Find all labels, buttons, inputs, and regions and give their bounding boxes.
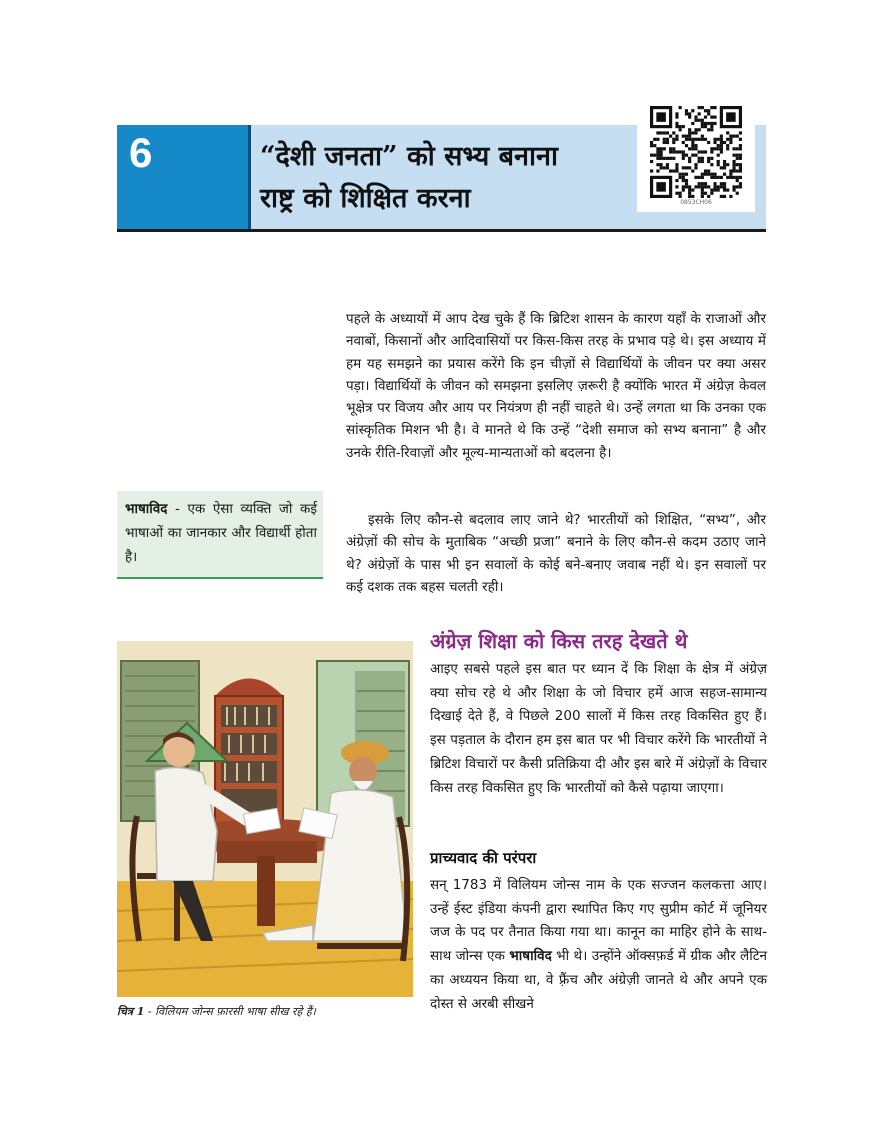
- subsection-term: भाषाविद: [509, 948, 552, 965]
- chapter-title-line2: राष्ट्र को शिक्षित करना: [260, 183, 471, 214]
- header-divider: [248, 125, 251, 229]
- chapter-title-line1: “देशी जनता” को सभ्य बनाना: [260, 141, 558, 172]
- section-heading: अंग्रेज़ शिक्षा को किस तरह देखते थे: [430, 629, 688, 653]
- qr-code-label: 0853CH06: [680, 199, 712, 206]
- subsection-heading: प्राच्यवाद की परंपरा: [430, 849, 537, 867]
- intro-paragraph-1: पहले के अध्यायों में आप देख चुके हैं कि ब्रिटिश शासन के कारण यहाँ के राजाओं और नवाबों, किसानों और आदिवासियों पर किस-किस तरह के प्रभाव पड़े थे। इस अध्याय में हम यह समझने का प्रयास करेंगे कि इन चीज़ों से विद्यार्थियों के जीवन पर क्या असर पड़ा। विद्यार्थियों के जीवन को समझना इसलिए ज़रूरी है क्योंकि भारत में अंग्रेज़ केवल भूक्षेत्र पर विजय और आय पर नियंत्रण ही नहीं चाहते थे। उन्हें लगता था कि उनका एक सांस्कृतिक मिशन भी है। वे मानते थे कि उन्हें “देशी समाज को सभ्य बनाना” है और उनके रीति-रिवाज़ों और मूल्य-मान्यताओं को बदलना है।: [346, 311, 766, 461]
- illustration-scene: [117, 641, 413, 997]
- figure-caption: [117, 1004, 413, 1019]
- header-rule: [117, 229, 766, 232]
- section-paragraph: आइए सबसे पहले इस बात पर ध्यान दें कि शिक्षा के क्षेत्र में अंग्रेज़ क्या सोच रहे थे और शिक्षा के जो विचार हमें आज सहज-सामान्य दिखाई देते हैं, वे पिछले 200 सालों में किस तरह विकसित हुए हैं। इस पड़ताल के दौरान हम इस बात पर भी विचार करेंगे कि भारतीयों ने ब्रिटिश विचारों पर कैसी प्रतिक्रिया दी और इस बारे में अंग्रेज़ों के विचार किस तरह विकसित हुए कि भारतीयों को कैसे पढ़ाया जाएगा।: [430, 661, 767, 796]
- figure-caption-text: - विलियम जोन्स फ़ारसी भाषा सीख रहे हैं।: [144, 1005, 316, 1018]
- subsection-paragraph-part1: सन् 1783 में विलियम जोन्स नाम के एक सज्जन कलकत्ता आए। उन्हें ईस्ट इंडिया कंपनी द्वारा स्थापित किए गए सुप्रीम कोर्ट में जूनियर जज के पद पर तैनात किया गया था। कानून का माहिर होने के साथ-साथ जोन्स एक: [430, 877, 767, 965]
- glossary-text: [125, 497, 317, 569]
- subsection-paragraph-part2: भी थे। उन्होंने ऑक्सफ़र्ड में ग्रीक और लैटिन का अध्ययन किया था, वे फ़्रैंच और अंग्रेज़ी जानते थे और अपने एक दोस्त से अरबी सीखने: [430, 948, 767, 1012]
- glossary-box: [117, 491, 323, 579]
- chapter-number: 6: [129, 129, 153, 176]
- subsection-paragraph: [430, 874, 767, 1016]
- figure-caption-label: चित्र 1: [117, 1005, 145, 1018]
- figure-illustration: [117, 641, 413, 997]
- qr-code-icon: [648, 106, 744, 198]
- glossary-term: भाषाविद: [125, 501, 168, 517]
- chapter-title: [260, 136, 640, 220]
- intro-paragraph-2: इसके लिए कौन-से बदलाव लाए जाने थे? भारतीयों को शिक्षित, “सभ्य”, और अंग्रेज़ों की सोच के मुताबिक “अच्छी प्रजा” बनाने के लिए कौन-से कदम उठाए जाने थे? अंग्रेज़ों के पास भी इन सवालों के कोई बने-बनाए जवाब नहीं थे। इन सवालों पर कई दशक तक बहस चलती रही।: [346, 512, 766, 595]
- qr-code[interactable]: [637, 100, 755, 212]
- glossary-definition: - एक ऐसा व्यक्ति जो कई भाषाओं का जानकार और विद्यार्थी होता है।: [125, 501, 317, 565]
